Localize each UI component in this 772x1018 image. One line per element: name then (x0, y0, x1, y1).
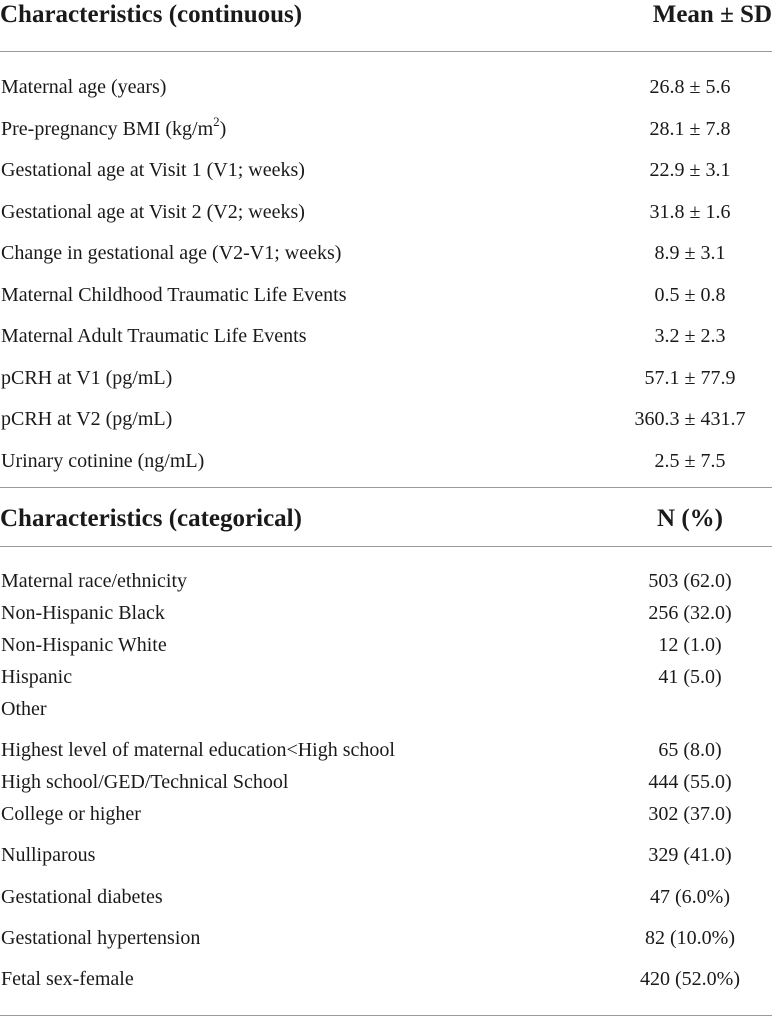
row-value: 503 (62.0) (648, 570, 732, 592)
row-value: 82 (10.0%) (645, 927, 735, 949)
row-label: Maternal age (years) (1, 76, 167, 98)
row-label: Maternal race/ethnicity (1, 570, 188, 592)
row-label: Hispanic (1, 666, 73, 688)
row-label: Non-Hispanic White (1, 634, 167, 656)
categorical-header-label: Characteristics (categorical) (0, 505, 302, 532)
row-label: Gestational age at Visit 1 (V1; weeks) (1, 159, 305, 181)
row-value: 0.5 ± 0.8 (654, 284, 726, 306)
row-value: 28.1 ± 7.8 (649, 118, 731, 140)
row-label: College or higher (1, 803, 141, 825)
row-value: 329 (41.0) (648, 844, 732, 866)
row-value: 12 (1.0) (658, 634, 722, 656)
row-label: Pre-pregnancy BMI $(kg/m^2)$ (1, 114, 227, 140)
row-label: Fetal sex-female (1, 968, 134, 990)
continuous-header-stat: Mean ± SD (652, 1, 772, 28)
row-label: Gestational age at Visit 2 (V2; weeks) (1, 201, 305, 223)
row-value: 22.9 ± 3.1 (649, 159, 731, 181)
row-value: 57.1 ± 77.9 (644, 367, 736, 389)
row-value: 8.9 ± 3.1 (654, 242, 726, 264)
row-label: Gestational hypertension (1, 927, 201, 949)
categorical-header-stat: N (%) (657, 505, 723, 532)
row-value: 360.3 ± 431.7 (634, 408, 746, 430)
row-label: pCRH at V1 (pg/mL) (1, 367, 173, 389)
row-label: Maternal Childhood Traumatic Life Events (1, 284, 347, 306)
row-value: 2.5 ± 7.5 (654, 450, 726, 472)
row-label: Change in gestational age (V2-V1; weeks) (1, 242, 342, 264)
row-label: Other (1, 698, 47, 720)
row-value: 3.2 ± 2.3 (654, 325, 726, 347)
row-value: 41 (5.0) (658, 666, 722, 688)
row-value: 65 (8.0) (658, 739, 722, 761)
row-label: Nulliparous (1, 844, 96, 866)
row-label: pCRH at V2 (pg/mL) (1, 408, 173, 430)
row-value: 420 (52.0%) (640, 968, 740, 990)
row-label: Maternal Adult Traumatic Life Events (1, 325, 307, 347)
divider (0, 1015, 772, 1016)
row-value: 302 (37.0) (648, 803, 732, 825)
row-label: Gestational diabetes (1, 886, 163, 908)
row-label: Non-Hispanic Black (1, 602, 165, 624)
divider (0, 51, 772, 52)
divider (0, 487, 772, 488)
row-value: 26.8 ± 5.6 (649, 76, 731, 98)
row-value: 444 (55.0) (648, 771, 732, 793)
divider (0, 546, 772, 547)
row-value: 256 (32.0) (648, 602, 732, 624)
row-label: High school/GED/Technical School (1, 771, 289, 793)
row-value: 47 (6.0%) (650, 886, 730, 908)
row-label: Urinary cotinine (ng/mL) (1, 450, 205, 472)
row-value: 31.8 ± 1.6 (649, 201, 731, 223)
continuous-header-label: Characteristics (continuous) (0, 1, 303, 28)
row-label: Highest level of maternal education<High school (1, 739, 395, 761)
